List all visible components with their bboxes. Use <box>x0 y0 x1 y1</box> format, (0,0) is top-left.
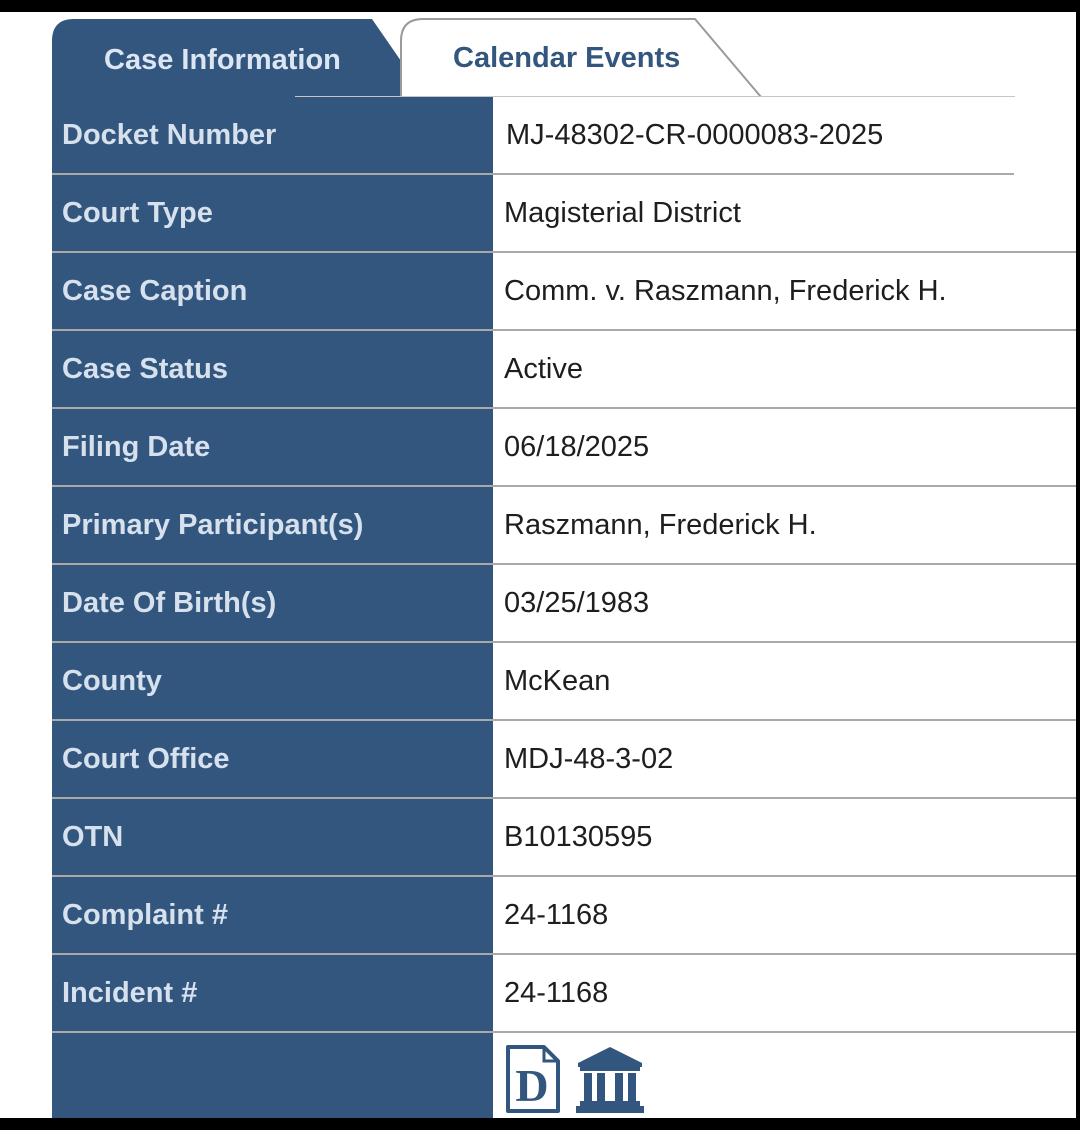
detail-row-court-type <box>52 175 1076 253</box>
docket-sheet-icon-graphic <box>504 1043 562 1115</box>
detail-label: Court Type <box>52 175 493 251</box>
detail-value: Magisterial District <box>493 175 1076 251</box>
detail-row-court-office <box>52 721 1076 799</box>
detail-label-empty <box>52 1033 493 1118</box>
tab-calendar-events-label: Calendar Events <box>453 42 681 74</box>
court-building-icon-graphic <box>574 1043 646 1115</box>
detail-row-docket-number <box>52 97 1076 175</box>
detail-label: Case Caption <box>52 253 493 329</box>
detail-label: Primary Participant(s) <box>52 487 493 563</box>
detail-value: Comm. v. Raszmann, Frederick H. <box>493 253 1076 329</box>
detail-value: Raszmann, Frederick H. <box>493 487 1076 563</box>
detail-label: County <box>52 643 493 719</box>
case-details-table <box>52 97 1076 1118</box>
detail-row-actions <box>52 1033 1076 1118</box>
detail-label: Complaint # <box>52 877 493 953</box>
detail-value: 24-1168 <box>493 955 1076 1031</box>
detail-row-primary-participants <box>52 487 1076 565</box>
detail-row-incident-number <box>52 955 1076 1033</box>
tab-case-information[interactable] <box>52 19 430 101</box>
detail-label: OTN <box>52 799 493 875</box>
detail-row-filing-date <box>52 409 1076 487</box>
detail-row-case-status <box>52 331 1076 409</box>
detail-row-county <box>52 643 1076 721</box>
court-building-icon[interactable] <box>574 1043 646 1118</box>
case-details-screen <box>0 12 1076 1118</box>
docket-sheet-icon[interactable] <box>504 1043 562 1118</box>
tab-case-information-label: Case Information <box>104 44 341 76</box>
detail-value: 03/25/1983 <box>493 565 1076 641</box>
detail-label: Court Office <box>52 721 493 797</box>
detail-label: Filing Date <box>52 409 493 485</box>
detail-row-otn <box>52 799 1076 877</box>
detail-value: McKean <box>493 643 1076 719</box>
detail-label: Case Status <box>52 331 493 407</box>
tab-calendar-events[interactable] <box>395 17 775 103</box>
detail-value: 24-1168 <box>493 877 1076 953</box>
detail-row-case-caption <box>52 253 1076 331</box>
docket-sheet-glyph: D <box>515 1060 549 1111</box>
detail-row-date-of-birth <box>52 565 1076 643</box>
detail-value: Active <box>493 331 1076 407</box>
detail-value: MDJ-48-3-02 <box>493 721 1076 797</box>
detail-value: B10130595 <box>493 799 1076 875</box>
detail-label: Date Of Birth(s) <box>52 565 493 641</box>
detail-label: Docket Number <box>52 97 493 173</box>
detail-value: MJ-48302-CR-0000083-2025 <box>493 97 1076 173</box>
detail-label: Incident # <box>52 955 493 1031</box>
action-icons <box>493 1033 1076 1118</box>
detail-value: 06/18/2025 <box>493 409 1076 485</box>
detail-row-complaint-number <box>52 877 1076 955</box>
